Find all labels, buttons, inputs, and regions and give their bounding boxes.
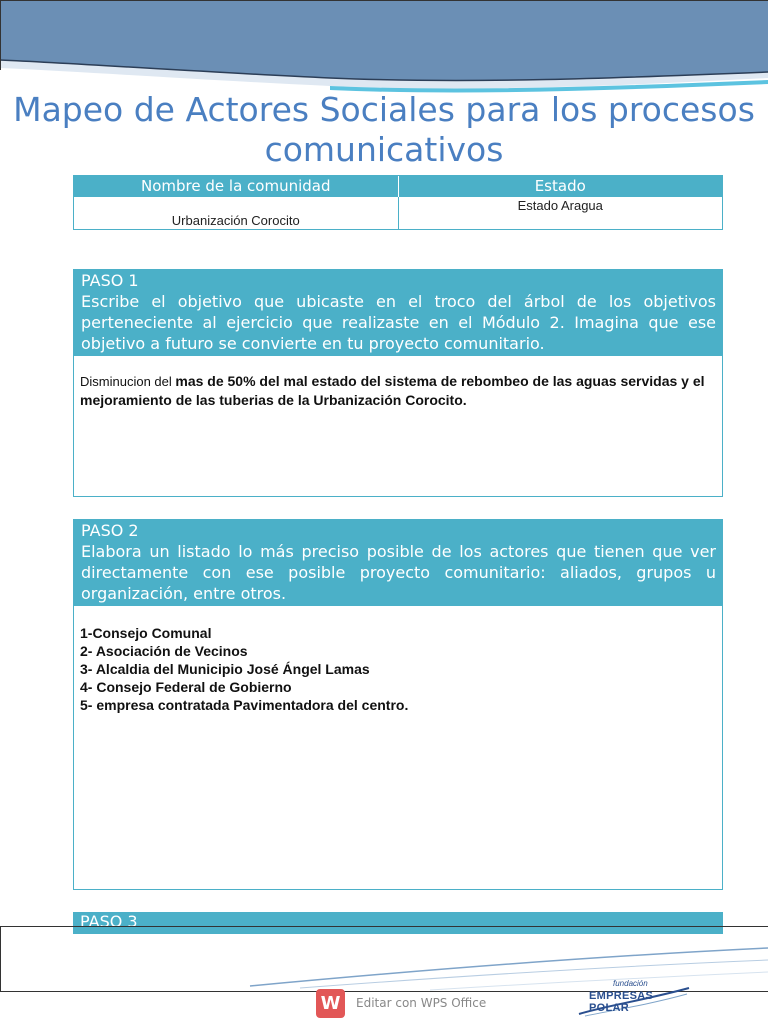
state-header: Estado [534, 177, 586, 195]
document-title-line2: comunicativos [264, 130, 504, 169]
actor-list-item: 1-Consejo Comunal [80, 625, 212, 641]
community-info-header-row [74, 176, 722, 197]
paso1-header [74, 270, 722, 356]
paso1-answer [80, 372, 716, 409]
wps-office-link[interactable]: Editar con WPS Office [356, 996, 487, 1010]
document-title [0, 90, 768, 170]
actor-list [80, 624, 716, 714]
paso1-answer-area[interactable] [74, 356, 722, 409]
paso2-instruction: Elabora un listado lo más preciso posible de los actores que tienen que ver directamente con ese posible proyecto comunitario: aliados, grupos u organización, entre otros. [81, 542, 716, 603]
actor-list-item: 5- empresa contratada Pavimentadora del centro. [80, 697, 409, 713]
paso1-instruction: Escribe el objetivo que ubicaste en el troco del árbol de los objetivos perteneciente al ejercicio que realizaste en el Módulo 2. Imagina que ese objetivo a futuro se convierte en tu proyecto comunitario. [81, 292, 716, 353]
empresas-polar-logo [575, 976, 695, 1018]
paso2-header [74, 520, 722, 606]
polar-logo-top: fundación [613, 979, 648, 988]
wps-office-icon[interactable]: W [316, 989, 345, 1018]
paso2-answer-area[interactable] [74, 606, 722, 714]
header-wave-banner [0, 0, 768, 100]
community-info-value-row [74, 197, 722, 229]
community-name-header: Nombre de la comunidad [74, 176, 399, 197]
paso2-section [73, 519, 723, 890]
state-value: Estado Aragua [517, 198, 603, 213]
actor-list-item: 3- Alcaldia del Municipio José Ángel Lamas [80, 661, 370, 677]
paso1-answer-bold: mas de 50% del mal estado del sistema de rebombeo de las aguas servidas y el mejoramiento de las tuberias de la Urbanización Corocito. [80, 373, 705, 408]
state-cell[interactable] [399, 197, 723, 229]
paso3-title: PASO 3 [80, 912, 138, 931]
document-title-line1: Mapeo de Actores Sociales para los procesos [13, 90, 755, 129]
paso2-title: PASO 2 [81, 521, 139, 540]
paso1-title: PASO 1 [81, 271, 139, 290]
actor-list-item: 4- Consejo Federal de Gobierno [80, 679, 292, 695]
community-name-value: Urbanización Corocito [171, 213, 300, 228]
paso1-answer-prefix: Disminucion del [80, 374, 176, 389]
paso1-section [73, 269, 723, 497]
community-info-table [73, 175, 723, 230]
community-name-cell[interactable] [74, 197, 399, 229]
actor-list-item: 2- Asociación de Vecinos [80, 643, 248, 659]
polar-logo-main: EMPRESAS POLAR [589, 990, 654, 1014]
